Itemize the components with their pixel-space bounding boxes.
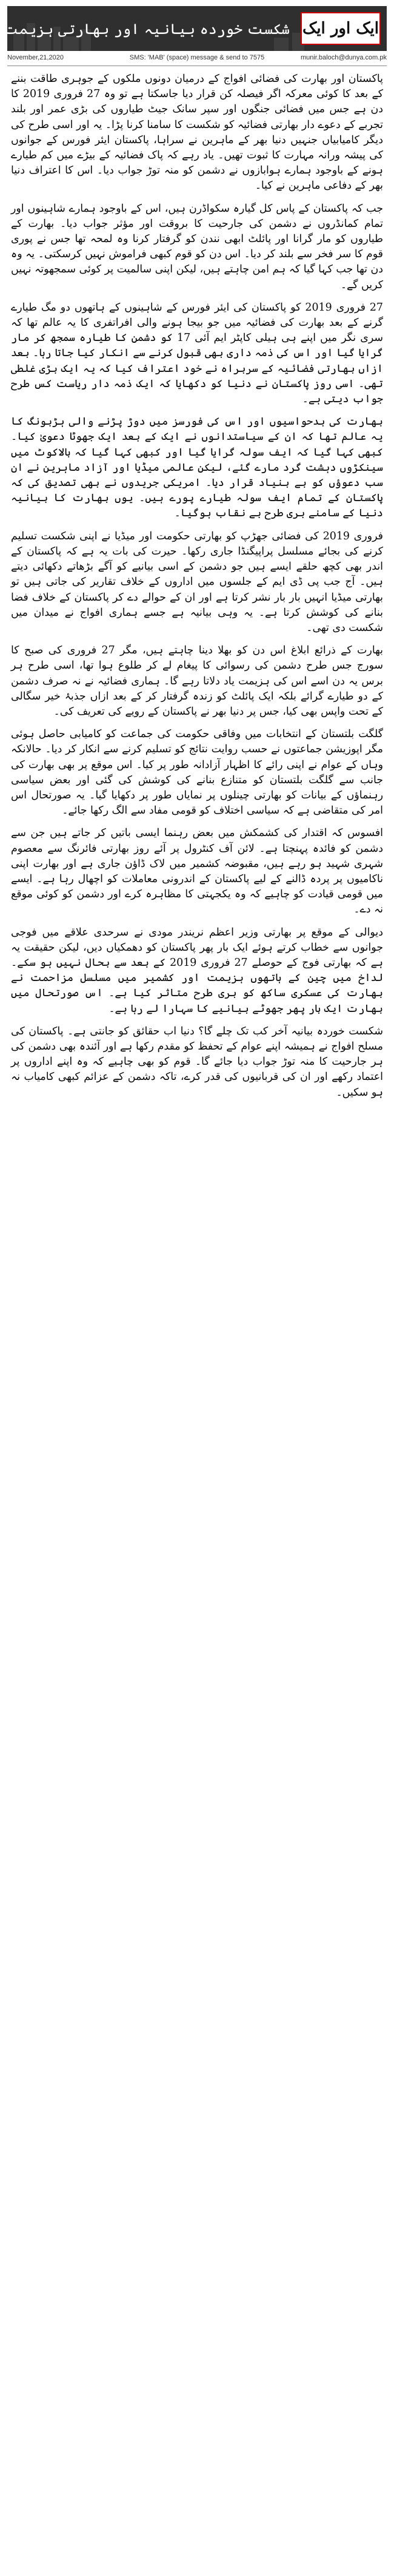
article-paragraph: افسوس کہ اقتدار کی کشمکش میں بعض رہنما ایسی باتیں کر جاتے ہیں جن سے دشمن کو فائدہ پہنچتا ہے۔ لائن آف کنٹرول پر آئے روز بھارتی فائرنگ سے معصوم شہری شہید ہو رہے ہیں، مقبوضہ کشمیر میں لاک ڈاؤن جاری ہے اور بھارت اپنی ناکامیوں پر پردہ ڈالنے کے لیے پاکستان کے اندرونی معاملات کو اچھال رہا ہے۔ ایسے میں قومی قیادت کو چاہیے کہ وہ یکجہتی کا مظاہرہ کرے اور دشمن کو کوئی موقع نہ دے۔ (11, 827, 383, 916)
column-article (11, 72, 383, 2570)
column-masthead (0, 0, 394, 66)
article-paragraph: پاکستان اور بھارت کی فضائی افواج کے درمیان دونوں ملکوں کے جوہری طاقت بننے کے بعد کا کوئی معرکہ اگر فیصلہ کن قرار دیا جاسکتا ہے تو وہ 27 فروری 2019 کا دن ہے جس میں فضائی جنگوں اور سپر سانک جیٹ طیاروں کی بڑی عمر اور بلند تجربے کے دعوے دار بھارتی فضائیہ کو شکست کا سامنا کرنا پڑا۔ یہ اور اسی طرح کی دیگر کامیابیاں جنہیں دنیا بھر کے ماہرین نے سراہا، پاکستان ایئر فورس کے جوانوں کی پیشہ ورانہ مہارت کا ثبوت تھیں۔ یاد رہے کہ پاک فضائیہ کے بیڑے میں کم طیارے ہونے کے باوجود ہمارے ہوابازوں نے دشمن کو منہ توڑ جواب دیا۔ اس کا اعتراف دنیا بھر کے دفاعی ماہرین نے کیا۔ (11, 73, 383, 192)
column-logo: ایک اور ایک (301, 12, 381, 45)
masthead-banner (2, 6, 387, 51)
article-paragraph: جب کہ پاکستان کے پاس کل گیارہ سکواڈرن ہیں، اس کے باوجود ہمارے شاہینوں اور تمام کمانڈروں نے دشمن کی جارحیت کا بروقت اور مؤثر جواب دیا۔ بھارت کے طیاروں کو مار گرانا اور پائلٹ ابھی نندن کو گرفتار کرنا وہ لمحہ تھا جس نے پوری قوم کا سر فخر سے بلند کر دیا۔ اس دن کو قوم کبھی فراموش نہیں کرسکتی۔ یہ وہ دن تھا جب کہا گیا کہ ہم امن چاہتے ہیں، لیکن اپنی سالمیت پر کوئی سمجھوتہ نہیں کریں گے۔ (11, 202, 383, 291)
article-paragraph: گلگت بلتستان کے انتخابات میں وفاقی حکومت کی جماعت کو کامیابی حاصل ہوئی مگر اپوزیشن جماعتوں نے حسب روایت نتائج کو تسلیم کرنے سے انکار کر دیا۔ حالانکہ وہاں کے عوام نے اپنی رائے کا اظہار آزادانہ طور پر کیا۔ اس موقع پر بھی بھارت کی جانب سے گلگت بلتستان کو متنازع بنانے کی کوشش کی گئی اور بعض سیاسی رہنماؤں کے بیانات کو بھارتی چینلوں پر نمایاں طور پر دکھایا گیا۔ یہ صورتحال اس امر کی متقاضی ہے کہ سیاسی اختلاف کو قومی مفاد سے الگ رکھا جائے۔ (11, 728, 383, 817)
article-paragraph: فروری 2019 کی فضائی جھڑپ کو بھارتی حکومت اور میڈیا نے اپنی شکست تسلیم کرنے کی بجائے مسلسل پراپیگنڈا جاری رکھا۔ حیرت کی بات یہ ہے کہ پاکستان کے اندر بھی کچھ حلقے ایسے ہیں جو دشمن کے اسی بیانیے کو آگے بڑھاتے دکھائی دیتے ہیں۔ آج جب پی ڈی ایم کے جلسوں میں اداروں کے خلاف تقاریر کی جاتی ہیں تو بھارتی میڈیا انہیں بار بار نشر کرتا ہے اور ان کے حوالے دے کر پاکستان کے خلاف فضا بنانے کی کوشش کرتا ہے۔ یہ وہی بیانیہ ہے جسے ہماری افواج نے میدان میں شکست دی تھی۔ (11, 530, 383, 634)
column-headline: شکست خوردہ بیانیہ اور بھارتی ہزیمت (2, 21, 290, 38)
article-paragraph: 27 فروری 2019 کو پاکستان کی ایئر فورس کے شاہینوں کے ہاتھوں دو مگ طیارے گرنے کے بعد بھارت کی فضائیہ میں جو بیجا ہونے والی افراتفری کا یہ عالم تھا کہ سری نگر میں اپنے ہی ہیلی کاپٹر ایم آئی 17 کو دشمن کا طیارہ سمجھ کر مار گرایا گیا اور اس کی ذمہ داری بھی قبول کرنے سے انکار کیا جاتا رہا۔ بعد ازاں بھارتی فضائیہ کے سربراہ نے خود اعتراف کیا کہ یہ ایک بڑی غلطی تھی۔ اسی روز پاکستان نے دنیا کو دکھایا کہ ایک ذمہ دار ریاست کس طرح جواب دیتی ہے۔ (11, 301, 384, 406)
article-paragraph: شکست خوردہ بیانیہ آخر کب تک چلے گا؟ دنیا اب حقائق کو جانتی ہے۔ پاکستان کی مسلح افواج نے ہمیشہ اپنے عوام کے تحفظ کو مقدم رکھا ہے اور آئندہ بھی دشمن کی ہر جارحیت کا منہ توڑ جواب دیا جائے گا۔ قوم کو بھی چاہیے کہ وہ اپنے اداروں پر اعتماد رکھے اور ان کی قربانیوں کی قدر کرے، تاکہ دشمن کے عزائم کبھی کامیاب نہ ہو سکیں۔ (11, 1025, 383, 1099)
article-paragraph: بھارت کی بدحواسیوں اور اس کی فورسز میں دوڑ پڑنے والی ہڑبونگ کا یہ عالم تھا کہ ان کے سیاستدانوں نے ایک کے بعد ایک جھوٹا دعویٰ کیا۔ کبھی کہا گیا کہ ایف سولہ گرایا گیا اور کبھی کہا گیا کہ بالاکوٹ میں سینکڑوں دہشت گرد مارے گئے، لیکن عالمی میڈیا اور آزاد ماہرین نے ان سب دعوؤں کو بے بنیاد قرار دیا۔ امریکی جریدوں نے بھی تصدیق کی کہ پاکستان کے تمام ایف سولہ طیارے پورے ہیں۔ یوں بھارت کا بیانیہ دنیا کے سامنے بری طرح بے نقاب ہوگیا۔ (11, 416, 383, 520)
article-paragraph: بھارت کے ذرائع ابلاغ اس دن کو بھلا دینا چاہتے ہیں، مگر 27 فروری کی صبح کا سورج جس طرح دشمن کی رسوائی کا پیغام لے کر طلوع ہوا تھا، اسی طرح ہر برس یہ دن اسے اس کی ہزیمت یاد دلاتا رہے گا۔ ہماری فضائیہ نے نہ صرف دشمن کے دو طیارے گرائے بلکہ ایک پائلٹ کو زندہ گرفتار کر کے بعد ازاں جذبۂ خیر سگالی کے تحت واپس بھی کیا، جس پر دنیا بھر نے پاکستان کے رویے کی تعریف کی۔ (11, 644, 383, 718)
sms-instruction: SMS: 'MAB' (space) message & send to 7575 (129, 54, 265, 61)
article-paragraph: دیوالی کے موقع پر بھارتی وزیر اعظم نریندر مودی نے سرحدی علاقے میں فوجی جوانوں سے خطاب کرتے ہوئے ایک بار پھر پاکستان کو دھمکیاں دیں، لیکن حقیقت یہ ہے کہ بھارتی فوج کے حوصلے 27 فروری 2019 کے بعد سے بحال نہیں ہو سکے۔ لداخ میں چین کے ہاتھوں ہزیمت اور کشمیر میں مسلسل مزاحمت نے بھارت کی عسکری ساکھ کو بری طرح متاثر کیا ہے۔ اس صورتحال میں بھارت ایک بار پھر جھوٹے بیانیے کا سہارا لے رہا ہے۔ (11, 926, 383, 1015)
masthead-subline (7, 52, 387, 63)
author-email[interactable]: munir.baloch@dunya.com.pk (300, 54, 387, 61)
publish-date: November,21,2020 (7, 54, 64, 61)
